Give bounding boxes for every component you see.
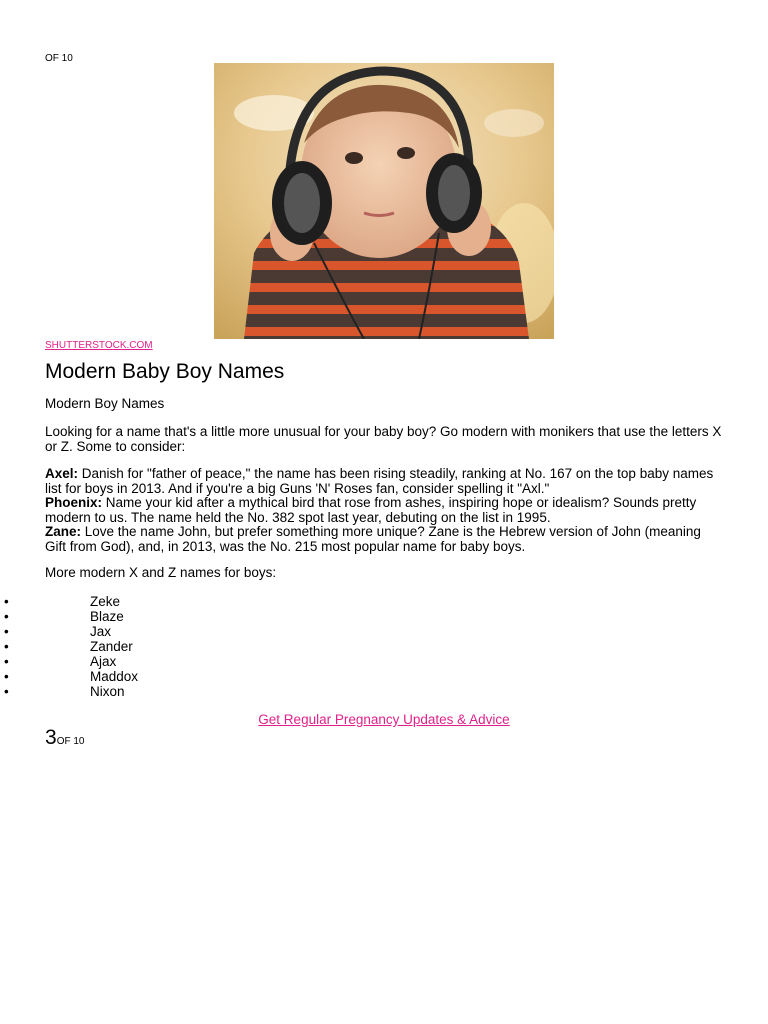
slide-total: OF 10 bbox=[56, 736, 85, 747]
list-item-label: Maddox bbox=[90, 669, 139, 684]
bullet-icon: • bbox=[4, 609, 9, 624]
featured-name: Axel: bbox=[45, 466, 79, 481]
intro-paragraph: Looking for a name that's a little more unusual for your baby boy? Go modern with monikers that use the letters X or Z. Some to consider: bbox=[45, 424, 722, 454]
names-list bbox=[0, 594, 138, 699]
bullet-icon: • bbox=[4, 624, 9, 639]
list-item-label: Zander bbox=[90, 639, 133, 654]
featured-name: Phoenix: bbox=[45, 495, 103, 510]
bullet-icon: • bbox=[4, 639, 9, 654]
featured-names-paragraph bbox=[45, 467, 725, 554]
list-item-label: Nixon bbox=[90, 684, 125, 699]
page-title: Modern Baby Boy Names bbox=[45, 360, 285, 383]
slide-counter-bottom bbox=[45, 726, 84, 750]
baby-with-headphones-photo bbox=[214, 63, 554, 339]
list-item-label: Ajax bbox=[90, 654, 117, 669]
subtitle: Modern Boy Names bbox=[45, 396, 165, 411]
list-item-label: Zeke bbox=[90, 594, 121, 609]
featured-name: Zane: bbox=[45, 524, 82, 539]
photo-credit-link[interactable]: SHUTTERSTOCK.COM bbox=[45, 340, 153, 351]
slide-number: 3 bbox=[45, 726, 57, 749]
featured-description: Love the name John, but prefer something more unique? Zane is the Hebrew version of John (meaning Gift from God), and, in 2013, was the No. 215 most popular name for baby boys. bbox=[45, 524, 701, 554]
list-item-label: Blaze bbox=[90, 609, 124, 624]
list-item bbox=[0, 609, 138, 624]
bullet-icon: • bbox=[4, 654, 9, 669]
list-item bbox=[0, 654, 138, 669]
list-item-label: Jax bbox=[90, 624, 112, 639]
featured-description: Name your kid after a mythical bird that rose from ashes, inspiring hope or idealism? Sounds pretty modern to us. The name held the No. 382 spot last year, debuting on the list in 1995. bbox=[45, 495, 697, 525]
featured-description: Danish for "father of peace," the name has been rising steadily, ranking at No. 167 on the top baby names list for boys in 2013. And if you're a big Guns 'N' Roses fan, consider spelling it "Axl." bbox=[45, 466, 714, 496]
list-item bbox=[0, 684, 138, 699]
more-names-heading: More modern X and Z names for boys: bbox=[45, 565, 277, 580]
list-item bbox=[0, 639, 138, 654]
pregnancy-updates-link[interactable]: Get Regular Pregnancy Updates & Advice bbox=[258, 712, 510, 727]
list-item bbox=[0, 669, 138, 684]
list-item bbox=[0, 594, 138, 609]
bullet-icon: • bbox=[4, 669, 9, 684]
bullet-icon: • bbox=[4, 594, 9, 609]
slide-counter: OF 10 bbox=[45, 53, 73, 64]
list-item bbox=[0, 624, 138, 639]
bullet-icon: • bbox=[4, 684, 9, 699]
